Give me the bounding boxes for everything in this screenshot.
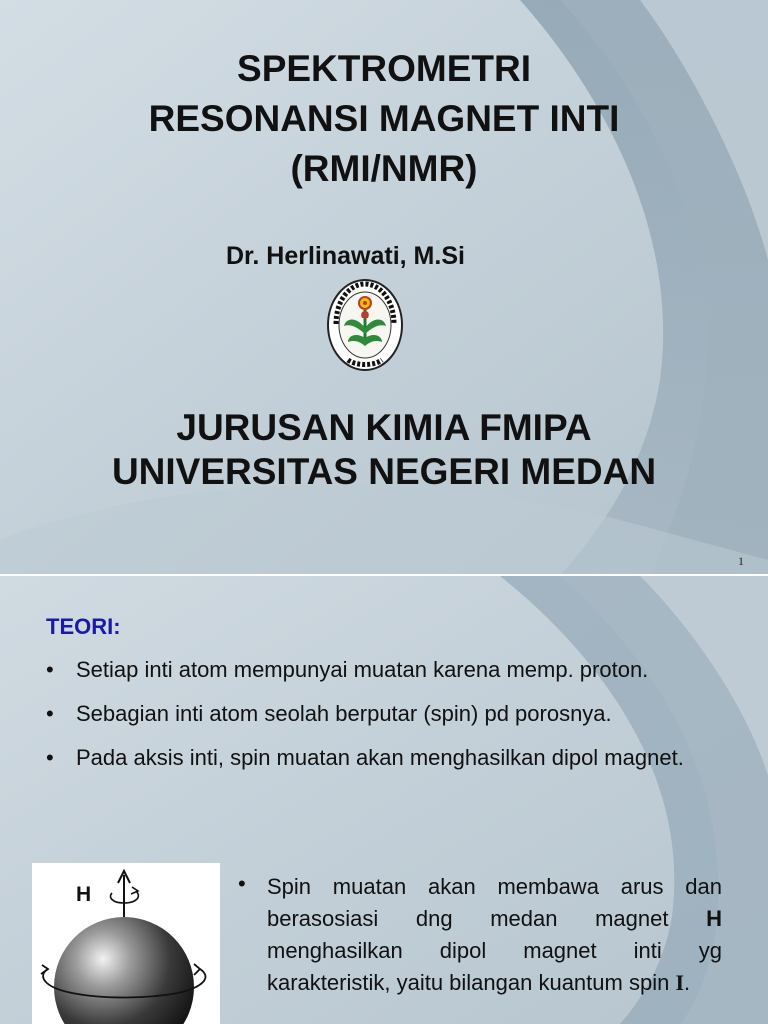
unimed-logo-icon (326, 278, 404, 372)
list-item (46, 698, 722, 729)
bullet-icon: • (46, 745, 54, 770)
section-heading: TEORI: (46, 614, 121, 639)
content-slide (0, 576, 768, 1024)
spin-current-bullet (238, 871, 722, 999)
list-item (46, 742, 722, 773)
theory-bullet-list (46, 654, 722, 786)
slide-title-line-3: (RMI/NMR) (290, 148, 478, 189)
bullet-icon: • (46, 657, 54, 682)
bullet-text: Pada aksis inti, spin muatan akan menghasilkan dipol magnet. (76, 745, 684, 770)
bullet-text: Setiap inti atom mempunyai muatan karena memp. proton. (76, 657, 649, 682)
list-item (46, 654, 722, 685)
institution-line-1: JURUSAN KIMIA FMIPA (176, 407, 592, 448)
institution-line-2: UNIVERSITAS NEGERI MEDAN (111, 451, 657, 492)
bullet-icon: • (46, 701, 54, 726)
field-symbol-h: H (706, 906, 722, 931)
slide-number: 1 (738, 554, 744, 568)
author-name: Dr. Herlinawati, M.Si (226, 242, 465, 270)
spinning-nucleus-illustration (32, 863, 220, 1024)
bullet-text (238, 871, 722, 999)
slide-title-line-2: RESONANSI MAGNET INTI (148, 98, 620, 139)
bullet-text-part-2: menghasilkan dipol magnet inti yg karakteristik, yaitu bilangan kuantum spin (267, 938, 722, 995)
magnetic-field-label: H (76, 883, 92, 906)
slide-title-line-1: SPEKTROMETRI (237, 48, 531, 89)
bullet-text-end: . (684, 970, 691, 995)
sphere-spin-icon (32, 863, 220, 1024)
bullet-icon: • (238, 871, 246, 896)
bullet-text-part-1: Spin muatan akan membawa arus dan berasosiasi dng medan magnet (267, 874, 722, 931)
spin-symbol-i: I (675, 970, 685, 995)
bullet-text: Sebagian inti atom seolah berputar (spin) pd porosnya. (76, 701, 612, 726)
